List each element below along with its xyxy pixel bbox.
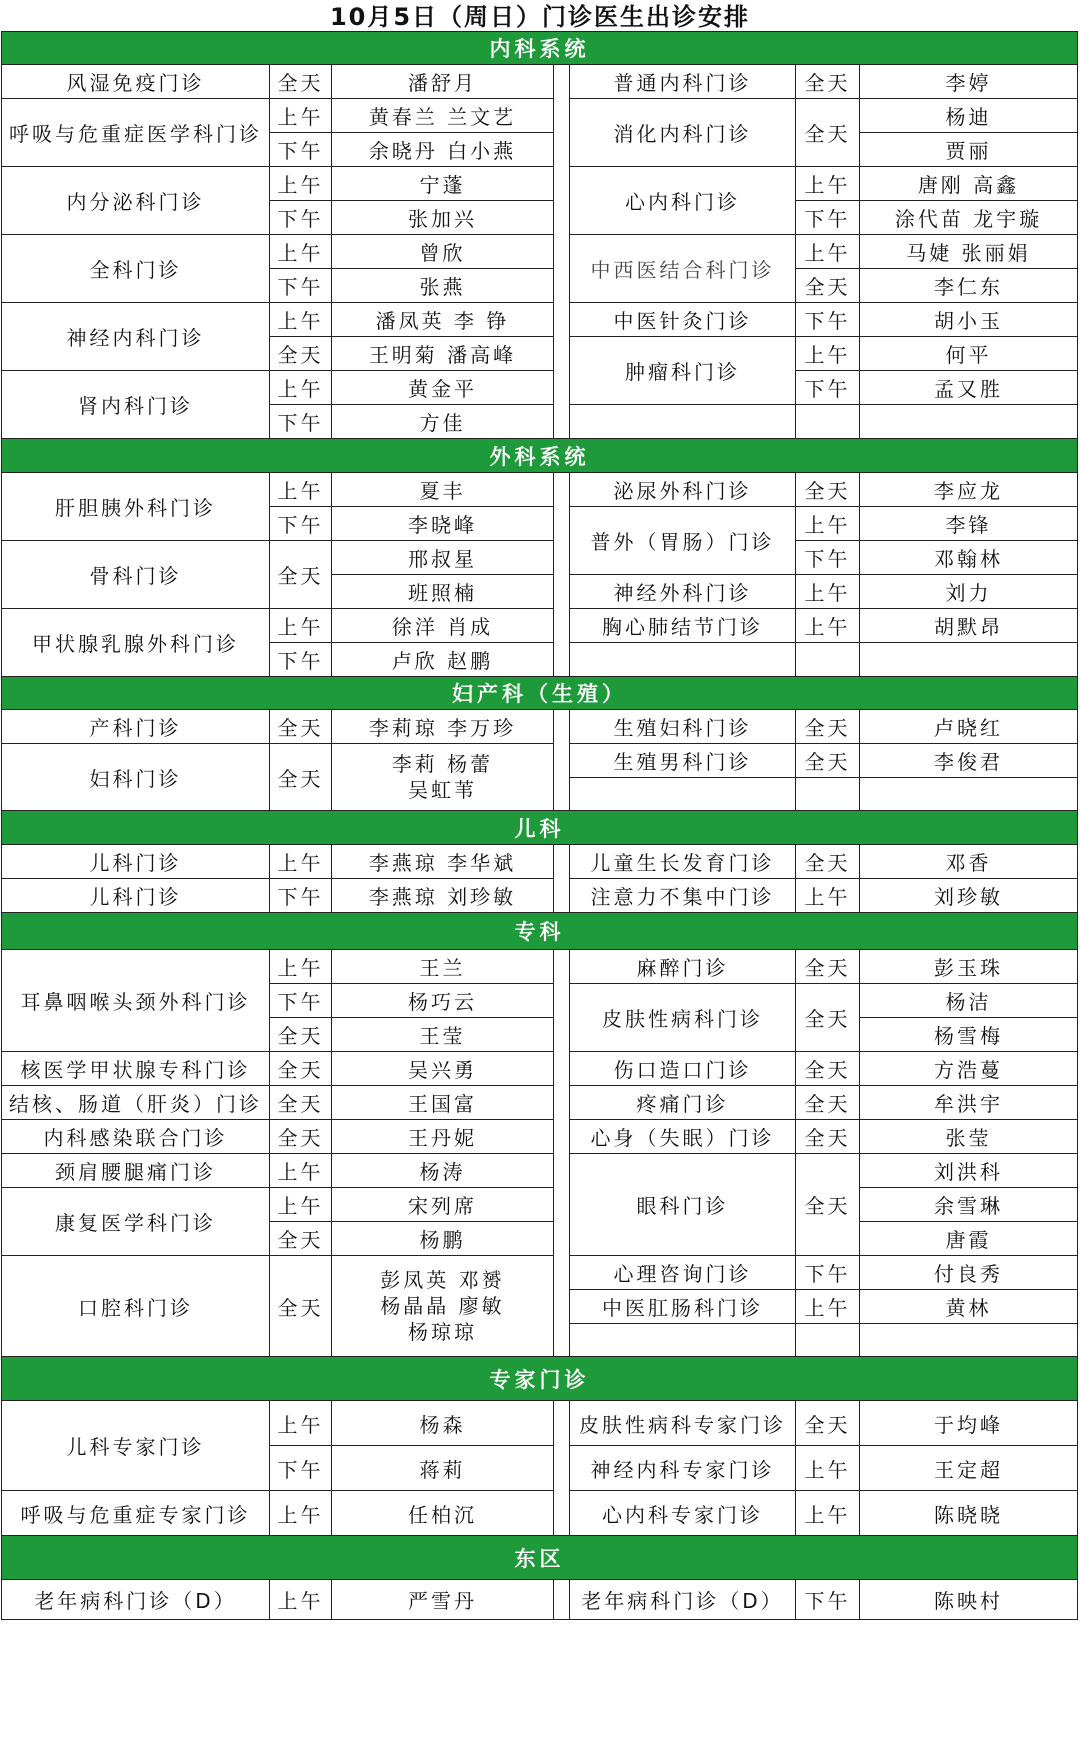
clinic-name: 儿童生长发育门诊 bbox=[570, 845, 796, 879]
session: 全天 bbox=[796, 99, 860, 167]
session: 下午 bbox=[796, 201, 860, 235]
doctor-names: 李燕琼 李华斌 bbox=[332, 845, 554, 879]
column-gap bbox=[554, 1154, 570, 1188]
clinic-name: 结核、肠道（肝炎）门诊 bbox=[2, 1086, 270, 1120]
empty-cell bbox=[570, 778, 796, 811]
doctor-names: 付良秀 bbox=[860, 1256, 1078, 1290]
clinic-name: 消化内科门诊 bbox=[570, 99, 796, 167]
session: 下午 bbox=[270, 269, 332, 303]
clinic-name: 内分泌科门诊 bbox=[2, 167, 270, 235]
session: 全天 bbox=[796, 950, 860, 984]
doctor-names: 杨巧云 bbox=[332, 984, 554, 1018]
doctor-names: 黄林 bbox=[860, 1290, 1078, 1324]
session: 上午 bbox=[270, 235, 332, 269]
session: 上午 bbox=[796, 507, 860, 541]
session: 全天 bbox=[796, 744, 860, 778]
clinic-name: 麻醉门诊 bbox=[570, 950, 796, 984]
column-gap bbox=[554, 1052, 570, 1086]
column-gap bbox=[554, 1491, 570, 1536]
session: 全天 bbox=[796, 473, 860, 507]
schedule-table-wrapper bbox=[1, 31, 1078, 1620]
section-header-internal-medicine: 内科系统 bbox=[2, 32, 1078, 65]
clinic-name: 皮肤性病科专家门诊 bbox=[570, 1401, 796, 1446]
column-gap bbox=[554, 269, 570, 303]
column-gap bbox=[554, 201, 570, 235]
clinic-name: 口腔科门诊 bbox=[2, 1256, 270, 1357]
clinic-name: 中西医结合科门诊 bbox=[570, 235, 796, 303]
section-header-surgery: 外科系统 bbox=[2, 439, 1078, 473]
column-gap bbox=[554, 744, 570, 778]
session: 全天 bbox=[270, 744, 332, 811]
session: 上午 bbox=[796, 167, 860, 201]
session: 下午 bbox=[270, 507, 332, 541]
clinic-name: 儿科专家门诊 bbox=[2, 1401, 270, 1491]
session: 上午 bbox=[796, 337, 860, 371]
empty-cell bbox=[570, 1324, 796, 1357]
doctor-names: 李俊君 bbox=[860, 744, 1078, 778]
doctor-names: 卢晓红 bbox=[860, 710, 1078, 744]
doctor-names: 于均峰 bbox=[860, 1401, 1078, 1446]
clinic-name: 产科门诊 bbox=[2, 710, 270, 744]
doctor-line: 吴虹苇 bbox=[408, 778, 477, 802]
session: 上午 bbox=[270, 167, 332, 201]
clinic-name: 生殖男科门诊 bbox=[570, 744, 796, 778]
empty-cell bbox=[570, 643, 796, 677]
doctor-names: 张莹 bbox=[860, 1120, 1078, 1154]
session: 全天 bbox=[796, 1052, 860, 1086]
column-gap bbox=[554, 1290, 570, 1324]
section-header-specialty: 专科 bbox=[2, 913, 1078, 950]
column-gap bbox=[554, 984, 570, 1018]
session: 上午 bbox=[796, 575, 860, 609]
session: 全天 bbox=[796, 1401, 860, 1446]
session: 下午 bbox=[270, 879, 332, 913]
clinic-name: 老年病科门诊（D） bbox=[2, 1580, 270, 1620]
doctor-line: 李莉 杨蕾 bbox=[391, 752, 494, 776]
clinic-name: 呼吸与危重症专家门诊 bbox=[2, 1491, 270, 1536]
column-gap bbox=[554, 541, 570, 575]
schedule-table bbox=[1, 31, 1078, 1620]
session: 上午 bbox=[270, 1154, 332, 1188]
column-gap bbox=[554, 1222, 570, 1256]
doctor-names: 余晓丹 白小燕 bbox=[332, 133, 554, 167]
section-header-obgyn: 妇产科（生殖） bbox=[2, 677, 1078, 710]
session: 上午 bbox=[270, 371, 332, 405]
clinic-name: 呼吸与危重症医学科门诊 bbox=[2, 99, 270, 167]
clinic-name: 心身（失眠）门诊 bbox=[570, 1120, 796, 1154]
session: 上午 bbox=[270, 950, 332, 984]
clinic-name: 心理咨询门诊 bbox=[570, 1256, 796, 1290]
session: 全天 bbox=[796, 984, 860, 1052]
session: 全天 bbox=[796, 65, 860, 99]
column-gap bbox=[554, 167, 570, 201]
column-gap bbox=[554, 710, 570, 744]
column-gap bbox=[554, 1188, 570, 1222]
doctor-names: 陈映村 bbox=[860, 1580, 1078, 1620]
column-gap bbox=[554, 1324, 570, 1357]
clinic-name: 全科门诊 bbox=[2, 235, 270, 303]
section-header-pediatrics: 儿科 bbox=[2, 811, 1078, 845]
session: 下午 bbox=[270, 133, 332, 167]
empty-cell bbox=[860, 778, 1078, 811]
session: 上午 bbox=[270, 845, 332, 879]
doctor-names: 黄金平 bbox=[332, 371, 554, 405]
session: 全天 bbox=[796, 710, 860, 744]
clinic-name: 康复医学科门诊 bbox=[2, 1188, 270, 1256]
doctor-names: 王定超 bbox=[860, 1446, 1078, 1491]
column-gap bbox=[554, 473, 570, 507]
clinic-name: 神经内科门诊 bbox=[2, 303, 270, 371]
clinic-name: 心内科门诊 bbox=[570, 167, 796, 235]
doctor-names: 李应龙 bbox=[860, 473, 1078, 507]
empty-cell bbox=[860, 1324, 1078, 1357]
session: 全天 bbox=[270, 337, 332, 371]
session: 全天 bbox=[270, 1120, 332, 1154]
clinic-name: 甲状腺乳腺外科门诊 bbox=[2, 609, 270, 677]
doctor-names: 牟洪宇 bbox=[860, 1086, 1078, 1120]
clinic-name: 泌尿外科门诊 bbox=[570, 473, 796, 507]
doctor-names: 任柏沉 bbox=[332, 1491, 554, 1536]
clinic-name: 肝胆胰外科门诊 bbox=[2, 473, 270, 541]
empty-cell bbox=[796, 643, 860, 677]
column-gap bbox=[554, 337, 570, 371]
session: 上午 bbox=[270, 1188, 332, 1222]
session: 全天 bbox=[796, 269, 860, 303]
doctor-line: 杨晶晶 廖敏 bbox=[380, 1294, 505, 1318]
doctor-names: 王明菊 潘高峰 bbox=[332, 337, 554, 371]
doctor-names: 宁蓬 bbox=[332, 167, 554, 201]
column-gap bbox=[554, 1086, 570, 1120]
session: 上午 bbox=[796, 879, 860, 913]
doctor-names: 王莹 bbox=[332, 1018, 554, 1052]
doctor-names: 严雪丹 bbox=[332, 1580, 554, 1620]
session: 下午 bbox=[270, 405, 332, 439]
session: 下午 bbox=[270, 643, 332, 677]
doctor-names: 潘凤英 李 铮 bbox=[332, 303, 554, 337]
doctor-names: 徐洋 肖成 bbox=[332, 609, 554, 643]
clinic-name: 神经外科门诊 bbox=[570, 575, 796, 609]
column-gap bbox=[554, 1018, 570, 1052]
doctor-names: 李晓峰 bbox=[332, 507, 554, 541]
empty-cell bbox=[860, 405, 1078, 439]
session: 全天 bbox=[270, 65, 332, 99]
column-gap bbox=[554, 65, 570, 99]
session: 上午 bbox=[796, 609, 860, 643]
session: 上午 bbox=[270, 1491, 332, 1536]
doctor-names: 陈晓晓 bbox=[860, 1491, 1078, 1536]
clinic-name: 肾内科门诊 bbox=[2, 371, 270, 439]
session: 全天 bbox=[270, 1256, 332, 1357]
session: 全天 bbox=[796, 1086, 860, 1120]
session: 上午 bbox=[796, 1446, 860, 1491]
column-gap bbox=[554, 99, 570, 133]
empty-cell bbox=[796, 1324, 860, 1357]
empty-cell bbox=[796, 405, 860, 439]
doctor-names: 孟又胜 bbox=[860, 371, 1078, 405]
clinic-name: 儿科门诊 bbox=[2, 845, 270, 879]
doctor-names: 杨洁 bbox=[860, 984, 1078, 1018]
doctor-names: 刘珍敏 bbox=[860, 879, 1078, 913]
doctor-names: 胡默昂 bbox=[860, 609, 1078, 643]
column-gap bbox=[554, 643, 570, 677]
doctor-names: 杨雪梅 bbox=[860, 1018, 1078, 1052]
column-gap bbox=[554, 1401, 570, 1446]
session: 下午 bbox=[796, 1256, 860, 1290]
empty-cell bbox=[796, 778, 860, 811]
doctor-names: 李莉琼 李万珍 bbox=[332, 710, 554, 744]
clinic-name: 内科感染联合门诊 bbox=[2, 1120, 270, 1154]
column-gap bbox=[554, 1446, 570, 1491]
column-gap bbox=[554, 405, 570, 439]
session: 全天 bbox=[270, 710, 332, 744]
column-gap bbox=[554, 845, 570, 879]
doctor-names: 黄春兰 兰文艺 bbox=[332, 99, 554, 133]
doctor-names: 杨迪 bbox=[860, 99, 1078, 133]
column-gap bbox=[554, 1120, 570, 1154]
session: 上午 bbox=[270, 1580, 332, 1620]
column-gap bbox=[554, 950, 570, 984]
clinic-name: 普外（胃肠）门诊 bbox=[570, 507, 796, 575]
doctor-names: 班照楠 bbox=[332, 575, 554, 609]
doctor-names: 李仁东 bbox=[860, 269, 1078, 303]
clinic-name: 颈肩腰腿痛门诊 bbox=[2, 1154, 270, 1188]
column-gap bbox=[554, 1580, 570, 1620]
session: 上午 bbox=[270, 1401, 332, 1446]
doctor-names: 邢叔星 bbox=[332, 541, 554, 575]
doctor-names: 李锋 bbox=[860, 507, 1078, 541]
doctor-names: 张燕 bbox=[332, 269, 554, 303]
session: 下午 bbox=[270, 201, 332, 235]
clinic-name: 普通内科门诊 bbox=[570, 65, 796, 99]
doctor-names: 杨涛 bbox=[332, 1154, 554, 1188]
doctor-names: 唐刚 高鑫 bbox=[860, 167, 1078, 201]
doctor-names: 刘力 bbox=[860, 575, 1078, 609]
doctor-names: 何平 bbox=[860, 337, 1078, 371]
column-gap bbox=[554, 371, 570, 405]
session: 下午 bbox=[270, 984, 332, 1018]
session: 全天 bbox=[796, 845, 860, 879]
clinic-name: 肿瘤科门诊 bbox=[570, 337, 796, 405]
column-gap bbox=[554, 303, 570, 337]
clinic-name: 眼科门诊 bbox=[570, 1154, 796, 1256]
clinic-name: 注意力不集中门诊 bbox=[570, 879, 796, 913]
session: 上午 bbox=[796, 235, 860, 269]
session: 全天 bbox=[796, 1120, 860, 1154]
doctor-names: 王兰 bbox=[332, 950, 554, 984]
clinic-name: 骨科门诊 bbox=[2, 541, 270, 609]
clinic-name: 伤口造口门诊 bbox=[570, 1052, 796, 1086]
session: 全天 bbox=[270, 1018, 332, 1052]
session: 下午 bbox=[796, 303, 860, 337]
doctor-names: 唐霞 bbox=[860, 1222, 1078, 1256]
session: 全天 bbox=[270, 541, 332, 609]
doctor-names: 方浩蔓 bbox=[860, 1052, 1078, 1086]
doctor-names: 马婕 张丽娟 bbox=[860, 235, 1078, 269]
clinic-name: 中医肛肠科门诊 bbox=[570, 1290, 796, 1324]
session: 上午 bbox=[270, 303, 332, 337]
doctor-names: 卢欣 赵鹏 bbox=[332, 643, 554, 677]
doctor-names: 邓香 bbox=[860, 845, 1078, 879]
clinic-name: 疼痛门诊 bbox=[570, 1086, 796, 1120]
doctor-names: 方佳 bbox=[332, 405, 554, 439]
clinic-name: 老年病科门诊（D） bbox=[570, 1580, 796, 1620]
session: 下午 bbox=[270, 1446, 332, 1491]
clinic-name: 耳鼻咽喉头颈外科门诊 bbox=[2, 950, 270, 1052]
doctor-names: 蒋莉 bbox=[332, 1446, 554, 1491]
doctor-names: 曾欣 bbox=[332, 235, 554, 269]
doctor-names: 余雪琳 bbox=[860, 1188, 1078, 1222]
doctor-names: 李婷 bbox=[860, 65, 1078, 99]
session: 上午 bbox=[270, 473, 332, 507]
column-gap bbox=[554, 575, 570, 609]
session: 上午 bbox=[796, 1290, 860, 1324]
clinic-name: 神经内科专家门诊 bbox=[570, 1446, 796, 1491]
clinic-name: 皮肤性病科门诊 bbox=[570, 984, 796, 1052]
session: 全天 bbox=[270, 1052, 332, 1086]
session: 全天 bbox=[270, 1086, 332, 1120]
doctor-names: 贾丽 bbox=[860, 133, 1078, 167]
doctor-line: 杨琼琼 bbox=[408, 1320, 477, 1344]
column-gap bbox=[554, 879, 570, 913]
doctor-names: 夏丰 bbox=[332, 473, 554, 507]
column-gap bbox=[554, 507, 570, 541]
doctor-names: 涂代苗 龙宇璇 bbox=[860, 201, 1078, 235]
doctor-names: 杨森 bbox=[332, 1401, 554, 1446]
doctor-names: 邓翰林 bbox=[860, 541, 1078, 575]
page-title: 10月5日（周日）门诊医生出诊安排 bbox=[329, 3, 751, 31]
empty-cell bbox=[570, 405, 796, 439]
column-gap bbox=[554, 235, 570, 269]
doctor-names: 李燕琼 刘珍敏 bbox=[332, 879, 554, 913]
doctor-names: 宋列席 bbox=[332, 1188, 554, 1222]
doctor-names: 胡小玉 bbox=[860, 303, 1078, 337]
clinic-name: 心内科专家门诊 bbox=[570, 1491, 796, 1536]
section-header-expert: 专家门诊 bbox=[2, 1357, 1078, 1401]
empty-cell bbox=[860, 643, 1078, 677]
clinic-name: 风湿免疫门诊 bbox=[2, 65, 270, 99]
doctor-names: 王丹妮 bbox=[332, 1120, 554, 1154]
clinic-name: 胸心肺结节门诊 bbox=[570, 609, 796, 643]
session: 上午 bbox=[796, 1491, 860, 1536]
doctor-names: 王国富 bbox=[332, 1086, 554, 1120]
doctor-names: 彭玉珠 bbox=[860, 950, 1078, 984]
session: 下午 bbox=[796, 1580, 860, 1620]
clinic-name: 妇科门诊 bbox=[2, 744, 270, 811]
clinic-name: 生殖妇科门诊 bbox=[570, 710, 796, 744]
session: 上午 bbox=[270, 99, 332, 133]
doctor-names bbox=[332, 744, 554, 811]
doctor-names: 潘舒月 bbox=[332, 65, 554, 99]
doctor-names bbox=[332, 1256, 554, 1357]
doctor-names: 吴兴勇 bbox=[332, 1052, 554, 1086]
session: 上午 bbox=[270, 609, 332, 643]
clinic-name: 中医针灸门诊 bbox=[570, 303, 796, 337]
clinic-name: 儿科门诊 bbox=[2, 879, 270, 913]
doctor-line: 彭凤英 邓赟 bbox=[380, 1268, 505, 1292]
session: 全天 bbox=[796, 1154, 860, 1256]
column-gap bbox=[554, 133, 570, 167]
session: 下午 bbox=[796, 371, 860, 405]
doctor-names: 杨鹏 bbox=[332, 1222, 554, 1256]
clinic-name: 核医学甲状腺专科门诊 bbox=[2, 1052, 270, 1086]
section-header-east-district: 东区 bbox=[2, 1536, 1078, 1580]
session: 下午 bbox=[796, 541, 860, 575]
column-gap bbox=[554, 778, 570, 811]
doctor-names: 刘洪科 bbox=[860, 1154, 1078, 1188]
doctor-names: 张加兴 bbox=[332, 201, 554, 235]
session: 全天 bbox=[270, 1222, 332, 1256]
column-gap bbox=[554, 609, 570, 643]
column-gap bbox=[554, 1256, 570, 1290]
